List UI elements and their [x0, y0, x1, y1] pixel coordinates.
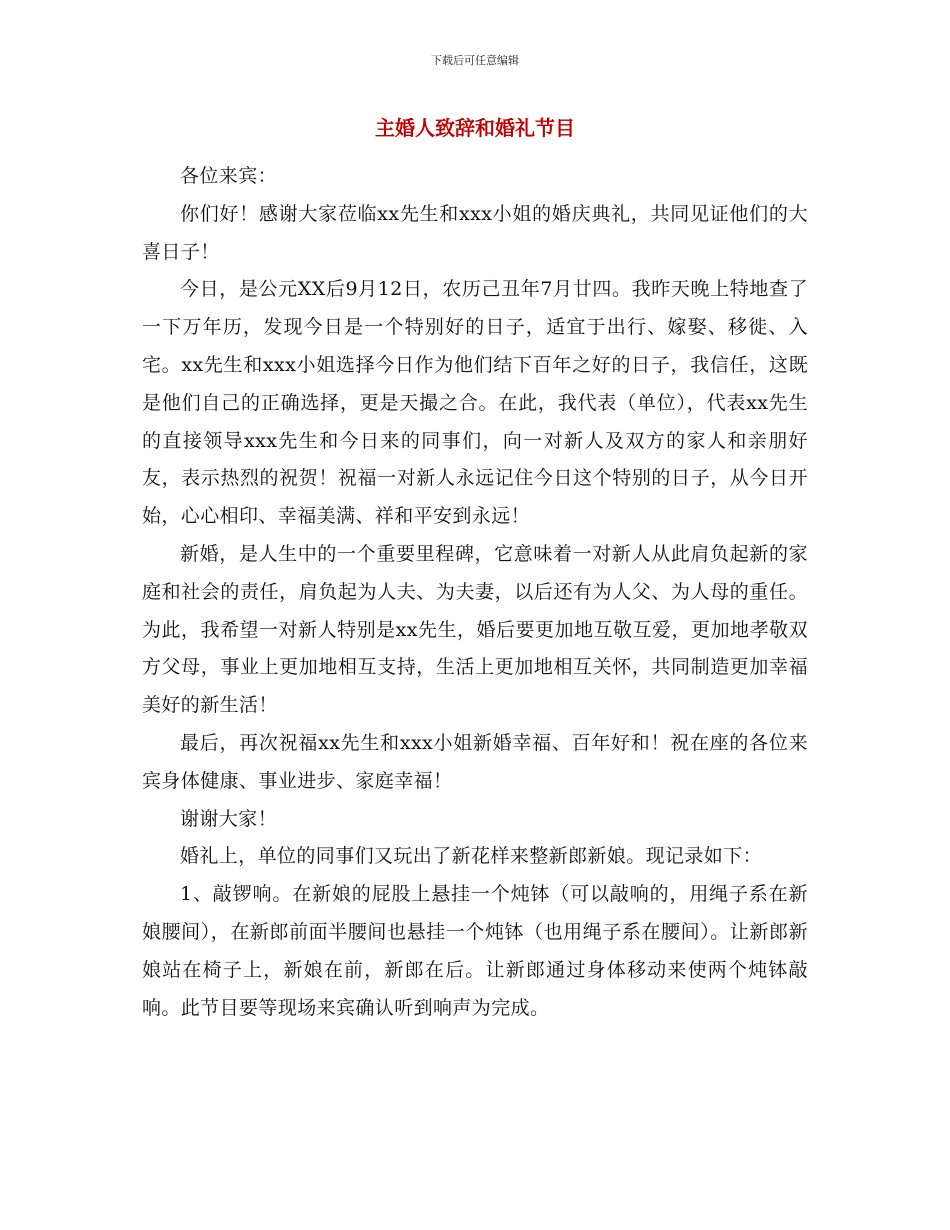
- paragraph-date-blessing: 今日，是公元XX后9月12日，农历己丑年7月廿四。我昨天晚上特地查了一下万年历，发现今日是一个特别好的日子，适宜于出行、嫁娶、移徙、入宅。xx先生和xxx小姐选择今日作为他们结下百年之好的日子，我信任，这既是他们自己的正确选择，更是天撮之合。在此，我代表（单位），代表xx先生的直接领导xxx先生和今日来的同事们，向一对新人及双方的家人和亲朋好友，表示热烈的祝贺！祝福一对新人永远记住今日这个特别的日子，从今日开始，心心相印、幸福美满、祥和平安到永远！: [142, 278, 808, 528]
- paragraph-thanks: 谢谢大家！: [180, 807, 278, 830]
- paragraph-greeting: 各位来宾：: [180, 165, 278, 187]
- paragraph-welcome: 你们好！感谢大家莅临xx先生和xxx小姐的婚庆典礼，共同见证他们的大喜日子！: [142, 202, 808, 263]
- paragraph-program-intro: 婚礼上，单位的同事们又玩出了新花样来整新郎新娘。现记录如下：: [180, 845, 763, 868]
- document-title: 主婚人致辞和婚礼节目: [375, 116, 575, 140]
- header-note: 下载后可任意编辑: [431, 54, 519, 67]
- paragraph-marriage-milestone: 新婚，是人生中的一个重要里程碑，它意味着一对新人从此肩负起新的家庭和社会的责任，肩负起为人夫、为夫妻，以后还有为人父、为人母的重任。为此，我希望一对新人特别是xx先生，婚后要更加地互敬互爱，更加地孝敬双方父母，事业上更加地相互支持，生活上更加地相互关怀，共同制造更加幸福美好的新生活！: [142, 542, 808, 717]
- paragraph-program-item-1: 1、敲锣响。在新娘的屁股上悬挂一个炖钵（可以敲响的，用绳子系在新娘腰间），在新郎前面半腰间也悬挂一个炖钵（也用绳子系在腰间）。让新郎新娘站在椅子上，新娘在前，新郎在后。让新郎通过身体移动来使两个炖钵敲响。此节目要等现场来宾确认听到响声为完成。: [142, 883, 808, 1019]
- document-body: [142, 158, 808, 1027]
- paragraph-final-wishes: 最后，再次祝福xx先生和xxx小姐新婚幸福、百年好和！祝在座的各位来宾身体健康、事业进步、家庭幸福！: [142, 731, 808, 792]
